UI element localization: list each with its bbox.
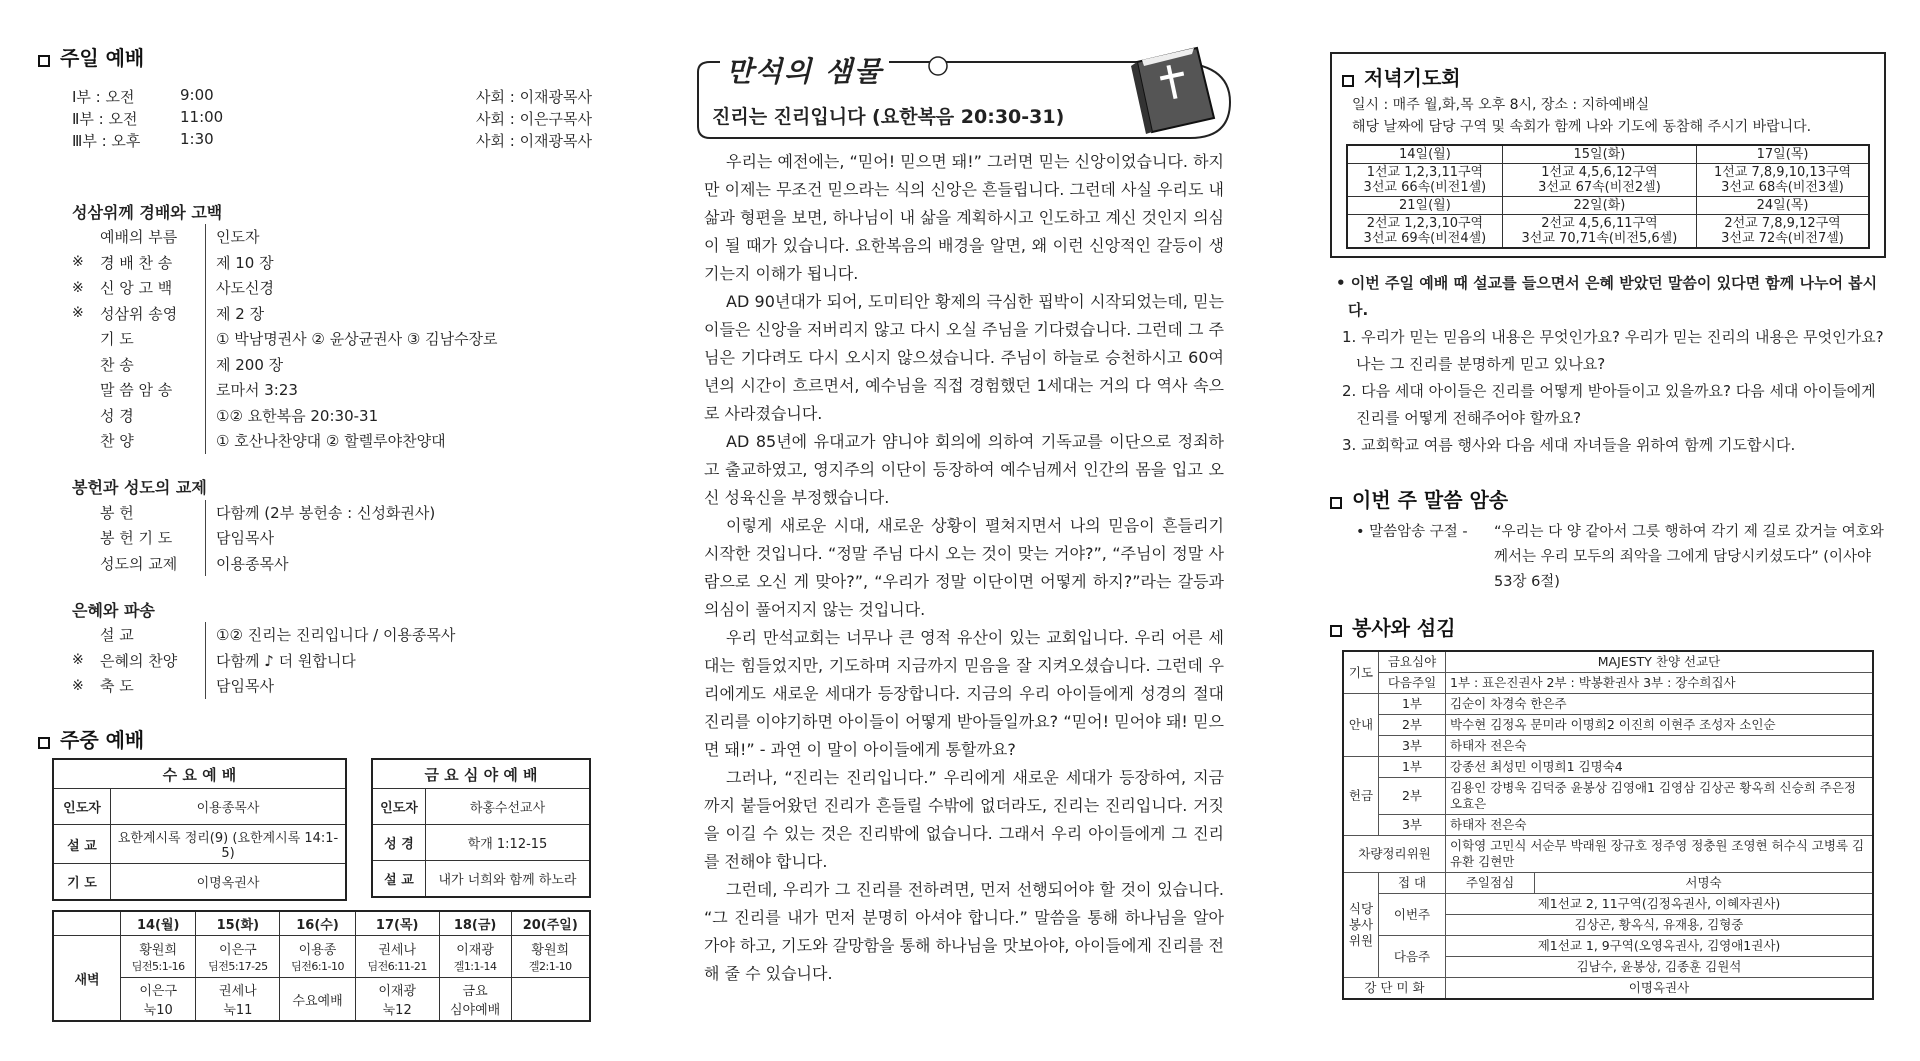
service-sub-label: 금요심야: [1379, 651, 1446, 673]
worship-order-value: 제 10 장: [216, 253, 274, 272]
wednesday-table: [52, 758, 347, 901]
dawn-day: 17(목): [355, 911, 439, 936]
service-group-label: 안내: [1343, 694, 1379, 757]
worship-group-title: 봉헌과 성도의 교제: [72, 478, 207, 497]
worship-group: [72, 474, 498, 577]
wed-label: 인도자: [53, 789, 111, 825]
worship-order-value: 로마서 3:23: [216, 381, 298, 400]
dawn-passage: 딤전5:1-16: [131, 960, 185, 973]
dawn-passage: 겔1:1-14: [453, 960, 497, 973]
service-sub-label: 2부: [1379, 715, 1446, 736]
prayer-cell-group: 3선교 70,71속(비전5,6셀): [1521, 231, 1678, 246]
checkbox-square-icon: [1342, 75, 1354, 87]
evening-prayer-note: 해당 날짜에 담당 구역 및 속회가 함께 나와 기도에 동참해 주시기 바랍니다.: [1352, 119, 1812, 135]
prayer-assignment: [1502, 215, 1696, 249]
fri-value: 하홍수선교사: [426, 789, 591, 825]
wed-value: 이용종목사: [111, 789, 347, 825]
prayer-assignment: [1502, 164, 1696, 197]
prayer-district: 1선교 4,5,6,12구역: [1541, 165, 1658, 180]
dawn-leader: 황원희: [531, 943, 570, 958]
service-row: [1343, 694, 1873, 715]
prayer-district: 2선교 1,2,3,10구역: [1366, 216, 1484, 231]
reflection-question: 2. 다음 세대 아이들은 진리를 어떻게 받아들이고 있을까요? 다음 세대 아이들에게 진리를 어떻게 전해주어야 할까요?: [1342, 382, 1876, 427]
standing-mark: ※: [72, 305, 84, 322]
dawn-corner: [53, 911, 121, 936]
service-sub-label: 2부: [1379, 778, 1446, 815]
standing-mark: ※: [72, 279, 84, 296]
service-row: [1343, 778, 1873, 815]
reflection-questions: [1336, 324, 1886, 459]
sermon-paragraph: 그런데, 우리가 그 진리를 전하려면, 먼저 선행되어야 할 것이 있습니다. “그 진리를 내가 먼저 분명히 아셔야 합니다.” 말씀을 통해 하나님을 알아가야 하고, 기도와 갈망함을 통해 하나님을 맛보아야, 아이들에게 진리를 전해 줄 수 있습니다.: [704, 880, 1224, 983]
dawn-day: 16(수): [280, 911, 355, 936]
reflection-question: 3. 교회학교 여름 행사와 다음 세대 자녀들을 위하여 함께 기도합시다.: [1342, 436, 1796, 454]
service-row: [1343, 715, 1873, 736]
dawn-cell: [121, 978, 196, 1022]
dawn-cell: [280, 936, 355, 978]
memory-title: 이번 주 말씀 암송: [1352, 488, 1509, 512]
dining-row: [1343, 936, 1873, 957]
prayer-date-row: [1347, 145, 1869, 164]
wed-label: 기 도: [53, 864, 111, 900]
altar-member: 이명옥권사: [1446, 978, 1874, 1000]
evening-prayer-box: [1330, 52, 1886, 258]
worship-order-value: 담임목사: [216, 677, 274, 696]
worship-order-label: 봉 헌: [100, 500, 206, 526]
service-part: Ⅲ부 : 오후: [72, 132, 141, 150]
service-team-title: 봉사와 섬김: [1352, 616, 1456, 640]
prayer-date: 14일(월): [1347, 145, 1502, 164]
service-group-label: 헌금: [1343, 757, 1379, 836]
worship-order-value: 다함께 ♪ 더 원합니다: [216, 651, 356, 670]
dawn-passage: 심야예배: [449, 1003, 501, 1018]
worship-order-value: ① 박남명권사 ② 윤상균권사 ③ 김남수장로: [216, 330, 498, 349]
dawn-header-row: [53, 911, 590, 936]
service-members: 1부 : 표은진권사 2부 : 박봉환권사 3부 : 장수희집사: [1446, 673, 1874, 694]
standing-mark: ※: [72, 652, 84, 669]
dawn-cell: [511, 978, 590, 1022]
prayer-cell-group: 3선교 69속(비전4셀): [1363, 231, 1487, 246]
friday-table: [371, 758, 591, 898]
worship-order-value: 제 2 장: [216, 304, 265, 323]
prayer-assignment: [1697, 215, 1869, 249]
worship-order-row: [72, 224, 498, 250]
dining-members: 김상곤, 황옥식, 유재용, 김형중: [1446, 915, 1874, 936]
worship-order-label: 기 도: [100, 326, 206, 352]
service-team-heading: [1330, 612, 1456, 641]
sermon-paragraph: AD 85년에 유대교가 얌니야 회의에 의하여 기독교를 이단으로 정죄하고 출교하였고, 영지주의 이단이 등장하여 예수님께서 인간의 몸을 입고 오신 성육신을 부정했습니다.: [704, 432, 1224, 507]
worship-order-label: 성도의 교제: [100, 551, 206, 577]
worship-order-label: 신 앙 고 백: [100, 275, 206, 301]
service-row: [1343, 815, 1873, 836]
dining-lunch-label: 주일점심: [1446, 873, 1535, 894]
reflection-question: 1. 우리가 믿는 믿음의 내용은 무엇인가요? 우리가 믿는 진리의 내용은 무엇인가요? 나는 그 진리를 분명하게 믿고 있나요?: [1342, 328, 1884, 373]
worship-order-row: [72, 275, 498, 301]
sermon-banner-title: 만석의 샘물: [720, 50, 889, 90]
dawn-leader: 황원희: [139, 943, 178, 958]
memory-heading: [1330, 484, 1508, 513]
worship-order-label: 말 씀 암 송: [100, 377, 206, 403]
dining-members: 제1선교 1, 9구역(오영옥권사, 김영애1권사): [1446, 936, 1874, 957]
worship-group-title: 성삼위께 경배와 고백: [72, 202, 223, 222]
friday-header: 금 요 심 야 예 배: [372, 759, 590, 789]
worship-order-row: [72, 352, 498, 378]
dining-row: [1343, 894, 1873, 915]
dawn-cell: [511, 936, 590, 978]
prayer-date: 15일(화): [1502, 145, 1696, 164]
dining-group-label: 식당봉사위원: [1343, 873, 1379, 978]
dawn-day: 15(화): [196, 911, 280, 936]
worship-group-title: 은혜와 파송: [72, 600, 155, 620]
dawn-leader: 이은구: [219, 943, 257, 958]
worship-order-value: 제 200 장: [216, 355, 284, 374]
worship-order-label: 찬 양: [100, 428, 206, 454]
prayer-assignment: [1347, 215, 1502, 249]
service-members: MAJESTY 찬양 선교단: [1446, 651, 1874, 673]
dining-lunch-value: 서명숙: [1535, 873, 1874, 894]
worship-order-row: [72, 673, 498, 699]
standing-mark: ※: [72, 677, 84, 694]
evening-prayer-title: 저녁기도회: [1364, 66, 1461, 90]
bible-icon: [1122, 40, 1222, 134]
evening-prayer-time: 일시 : 매주 월,화,목 오후 8시, 장소 : 지하예배실: [1352, 97, 1650, 113]
worship-order-label: 은혜의 찬양: [100, 648, 206, 674]
dawn-passage: 딤전5:17-25: [208, 960, 268, 973]
dawn-passage: 딤전6:11-21: [367, 960, 427, 973]
dawn-cell: [196, 978, 280, 1022]
dawn-cell: [196, 936, 280, 978]
sermon-title: 진리는 진리입니다 (요한복음 20:30-31): [712, 106, 1065, 128]
dawn-passage: 딤전6:1-10: [291, 960, 344, 973]
worship-order-row: [72, 326, 498, 352]
service-members: 하태자 전은숙: [1446, 815, 1874, 836]
dawn-leader: 권세나: [378, 943, 417, 958]
dawn-passage: 겔2:1-10: [528, 960, 572, 973]
dawn-leader: 수요예배: [292, 993, 343, 1009]
worship-order-label: 경 배 찬 송: [100, 250, 206, 276]
service-members: 김순이 차경숙 한은주: [1446, 694, 1874, 715]
wed-value: 이명옥권사: [111, 864, 347, 900]
parking-label: 차량정리위원: [1343, 836, 1446, 873]
service-time: 9:00: [180, 86, 214, 104]
service-sub-label: 3부: [1379, 815, 1446, 836]
worship-order-label: 설 교: [100, 622, 206, 648]
worship-order-value: ①② 진리는 진리입니다 / 이용종목사: [216, 626, 456, 645]
prayer-cell-group: 3선교 68속(비전3셀): [1721, 180, 1844, 195]
dawn-cell: [121, 936, 196, 978]
worship-order-row: [72, 377, 498, 403]
worship-order-value: 다함께 (2부 봉헌송 : 신성화권사): [216, 503, 436, 522]
prayer-date: 22일(화): [1502, 197, 1696, 215]
parking-members: 이학영 고민식 서순무 박래원 장규호 정주영 정충원 조영현 허수식 고병록 김유환 김현만: [1446, 836, 1874, 873]
worship-order-value: ① 호산나찬양대 ② 할렐루야찬양대: [216, 432, 446, 451]
prayer-assignment: [1697, 164, 1869, 197]
worship-group: [72, 198, 498, 454]
sermon-paragraph: 우리 만석교회는 너무나 큰 영적 유산이 있는 교회입니다. 우리 어른 세대는 힘들었지만, 기도하며 지금까지 믿음을 잘 지켜오셨습니다. 그런데 우리에게도 새로운 세대가 등장합니다. 지금의 우리 아이들에게 성경의 절대 진리를 이야기하면 아이들이 어떻게 받아들일까요? “믿어! 믿어야 돼! 믿으면 돼!” - 과연 이 말이 아이들에게 통할까요?: [704, 628, 1224, 759]
service-leader: 사회 : 이은구목사: [476, 110, 593, 128]
prayer-district: 2선교 7,8,9,12구역: [1724, 216, 1841, 231]
reflection-section: [1336, 270, 1886, 459]
dawn-cell: [280, 978, 355, 1022]
service-part: Ⅱ부 : 오전: [72, 110, 138, 128]
checkbox-square-icon: [1330, 497, 1342, 509]
sermon-paragraph: 우리는 예전에는, “믿어! 믿으면 돼!” 그러면 믿는 신앙이었습니다. 하지만 이제는 무조건 믿으라는 식의 신앙은 흔들립니다. 그런데 사실 우리도 내 삶과 형편을 보면, 하나님이 내 삶을 계획하시고 인도하고 계신 것인지 의심이 될 때가 있습니다. 요한복음의 배경을 알면, 왜 이런 신앙적인 갈등이 생기는지 이해가 됩니다.: [704, 152, 1224, 283]
service-members: 박수현 김정옥 문미라 이명희2 이진희 이현주 조성자 소인순: [1446, 715, 1874, 736]
service-sub-label: 1부: [1379, 694, 1446, 715]
worship-order-value: 담임목사: [216, 529, 274, 548]
worship-group: [72, 596, 498, 699]
worship-order-row: [72, 428, 498, 454]
dawn-passage: 눅11: [223, 1003, 253, 1018]
dawn-leader: 이재광: [456, 943, 494, 958]
worship-order-row: [72, 403, 498, 429]
memory-text: “우리는 다 양 같아서 그릇 행하여 각기 제 길로 갔거늘 여호와께서는 우리 모두의 죄악을 그에게 담당시키셨도다” (이사야 53장 6절): [1494, 524, 1884, 590]
dining-sub-header: 접 대: [1379, 873, 1446, 894]
service-time: 11:00: [180, 108, 224, 126]
prayer-district: 1선교 7,8,9,10,13구역: [1713, 165, 1852, 180]
worship-order-row: [72, 500, 498, 526]
checkbox-square-icon: [38, 737, 50, 749]
dawn-leader: 이재광: [378, 984, 417, 999]
service-sub-label: 3부: [1379, 736, 1446, 757]
dining-week-label: 이번주: [1379, 894, 1446, 936]
prayer-cell-group: 3선교 66속(비전1셀): [1363, 180, 1487, 195]
service-leader: 사회 : 이재광목사: [476, 88, 593, 106]
dawn-passage: 눅10: [143, 1003, 173, 1018]
dining-members: 제1선교 2, 11구역(김정옥권사, 이혜자권사): [1446, 894, 1874, 915]
sermon-paragraph: AD 90년대가 되어, 도미티안 황제의 극심한 핍박이 시작되었는데, 믿는 이들은 신앙을 저버리지 않고 다시 오실 주님을 기다렸습니다. 그런데 그 주님은 기다려도 다시 오시지 않으셨습니다. 주님이 하늘로 승천하시고 60여 년의 시간이 흐르면서, 예수님을 직접 경험했던 1세대는 거의 다 역사 속으로 사라졌습니다.: [704, 292, 1224, 423]
service-team-table: [1342, 650, 1874, 1000]
prayer-date: 21일(월): [1347, 197, 1502, 215]
prayer-assign-row: [1347, 164, 1869, 197]
dawn-cell: [439, 978, 511, 1022]
dawn-leader: 권세나: [219, 984, 257, 999]
wednesday-header: 수 요 예 배: [53, 759, 346, 789]
sermon-paragraph: 이렇게 새로운 시대, 새로운 상황이 펼쳐지면서 나의 믿음이 흔들리기 시작한 것입니다. “정말 주님 다시 오는 것이 맞는 거야?”, “주님이 정말 사람으로 오신 게 맞아?”, “우리가 정말 이단이면 어떻게 하지?”라는 갈등과 의심이 풀어지지 않는 것입니다.: [704, 516, 1224, 619]
worship-order-row: [72, 250, 498, 276]
dawn-label: 새벽: [53, 936, 121, 1022]
dawn-day: 18(금): [439, 911, 511, 936]
weekday-heading: [38, 724, 144, 753]
prayer-assign-row: [1347, 215, 1869, 249]
dining-members: 김남수, 윤봉상, 김종훈 김원석: [1446, 957, 1874, 978]
prayer-date: 24일(목): [1697, 197, 1869, 215]
worship-order-label: 예배의 부름: [100, 224, 206, 250]
weekday-title: 주중 예배: [60, 728, 145, 752]
dawn-row: [53, 978, 590, 1022]
service-members: 강종선 최성민 이명희1 김명숙4: [1446, 757, 1874, 778]
sunday-title: 주일 예배: [60, 46, 145, 70]
prayer-date: 17일(목): [1697, 145, 1869, 164]
service-row: [1343, 673, 1873, 694]
dawn-cell: [355, 978, 439, 1022]
wed-value: 요한계시록 정리(9) (요한계시록 14:1-5): [111, 825, 347, 864]
altar-label: 강 단 미 화: [1343, 978, 1446, 1000]
dawn-prayer-table: [52, 910, 591, 1022]
memory-verse: [1356, 520, 1886, 595]
worship-order-label: 성삼위 송영: [100, 301, 206, 327]
sermon-paragraph: 그러나, “진리는 진리입니다.” 우리에게 새로운 세대가 등장하여, 지금까지 붙들어왔던 진리가 흔들릴 수밖에 없더라도, 진리는 진리입니다. 거짓을 이길 수 있는 것은 진리밖에 없습니다. 그래서 우리 아이들에게 그 진리를 전해야 합니다.: [704, 768, 1224, 871]
reflection-intro: • 이번 주일 예배 때 설교를 들으면서 은혜 받았던 말씀이 있다면 함께 나누어 봅시다.: [1336, 274, 1878, 319]
worship-order-row: [72, 525, 498, 551]
service-sub-label: 1부: [1379, 757, 1446, 778]
worship-order-value: 이용종목사: [216, 554, 289, 573]
fri-label: 성 경: [372, 825, 426, 861]
worship-order-row: [72, 648, 498, 674]
standing-mark: ※: [72, 254, 84, 271]
dawn-row: [53, 936, 590, 978]
dawn-day: 20(주일): [511, 911, 590, 936]
worship-order-row: [72, 551, 498, 577]
service-row: [1343, 651, 1873, 673]
prayer-date-row: [1347, 197, 1869, 215]
prayer-cell-group: 3선교 67속(비전2셀): [1538, 180, 1661, 195]
fri-value: 학개 1:12-15: [426, 825, 591, 861]
dawn-cell: [355, 936, 439, 978]
worship-order-row: [72, 622, 498, 648]
worship-order-value: 사도신경: [216, 279, 274, 298]
service-part: Ⅰ부 : 오전: [72, 88, 135, 106]
checkbox-square-icon: [38, 55, 50, 67]
order-of-worship: [72, 198, 498, 699]
worship-order-value: ①② 요한복음 20:30-31: [216, 406, 379, 425]
worship-order-row: [72, 301, 498, 327]
worship-order-label: 축 도: [100, 673, 206, 699]
service-row: [1343, 757, 1873, 778]
altar-row: [1343, 978, 1873, 1000]
service-row: [1343, 736, 1873, 757]
fri-value: 내가 너희와 함께 하노라: [426, 861, 591, 897]
dawn-leader: 금요: [462, 984, 488, 999]
dawn-day: 14(월): [121, 911, 196, 936]
evening-prayer-heading: [1342, 62, 1461, 91]
prayer-cell-group: 3선교 72속(비전7셀): [1721, 231, 1844, 246]
checkbox-square-icon: [1330, 625, 1342, 637]
dining-week-label: 다음주: [1379, 936, 1446, 978]
worship-order-label: 봉 헌 기 도: [100, 525, 206, 551]
worship-order-label: 성 경: [100, 403, 206, 429]
sunday-heading: [38, 42, 144, 71]
service-group-label: 기도: [1343, 651, 1379, 694]
dining-header-row: [1343, 873, 1873, 894]
service-leader: 사회 : 이재광목사: [476, 132, 593, 150]
sermon-body: [704, 148, 1224, 988]
service-members: 하태자 전은숙: [1446, 736, 1874, 757]
fri-label: 설 교: [372, 861, 426, 897]
dawn-cell: [439, 936, 511, 978]
dawn-leader: 이용종: [298, 943, 337, 958]
service-sub-label: 다음주일: [1379, 673, 1446, 694]
service-members: 김용인 강병욱 김덕중 윤봉상 김영애1 김영삼 김상곤 황옥희 신승희 주은정 오효은: [1446, 778, 1874, 815]
prayer-district: 2선교 4,5,6,11구역: [1541, 216, 1658, 231]
memory-label: • 말씀암송 구절 -: [1356, 524, 1468, 540]
dawn-leader: 이은구: [139, 984, 178, 999]
prayer-district: 1선교 1,2,3,11구역: [1366, 165, 1484, 180]
prayer-assignment: [1347, 164, 1502, 197]
worship-order-label: 찬 송: [100, 352, 206, 378]
dawn-passage: 눅12: [382, 1003, 412, 1018]
service-time: 1:30: [180, 130, 214, 148]
parking-row: [1343, 836, 1873, 873]
evening-prayer-table: [1346, 144, 1870, 249]
fri-label: 인도자: [372, 789, 426, 825]
wed-label: 설 교: [53, 825, 111, 864]
worship-order-value: 인도자: [216, 228, 260, 247]
